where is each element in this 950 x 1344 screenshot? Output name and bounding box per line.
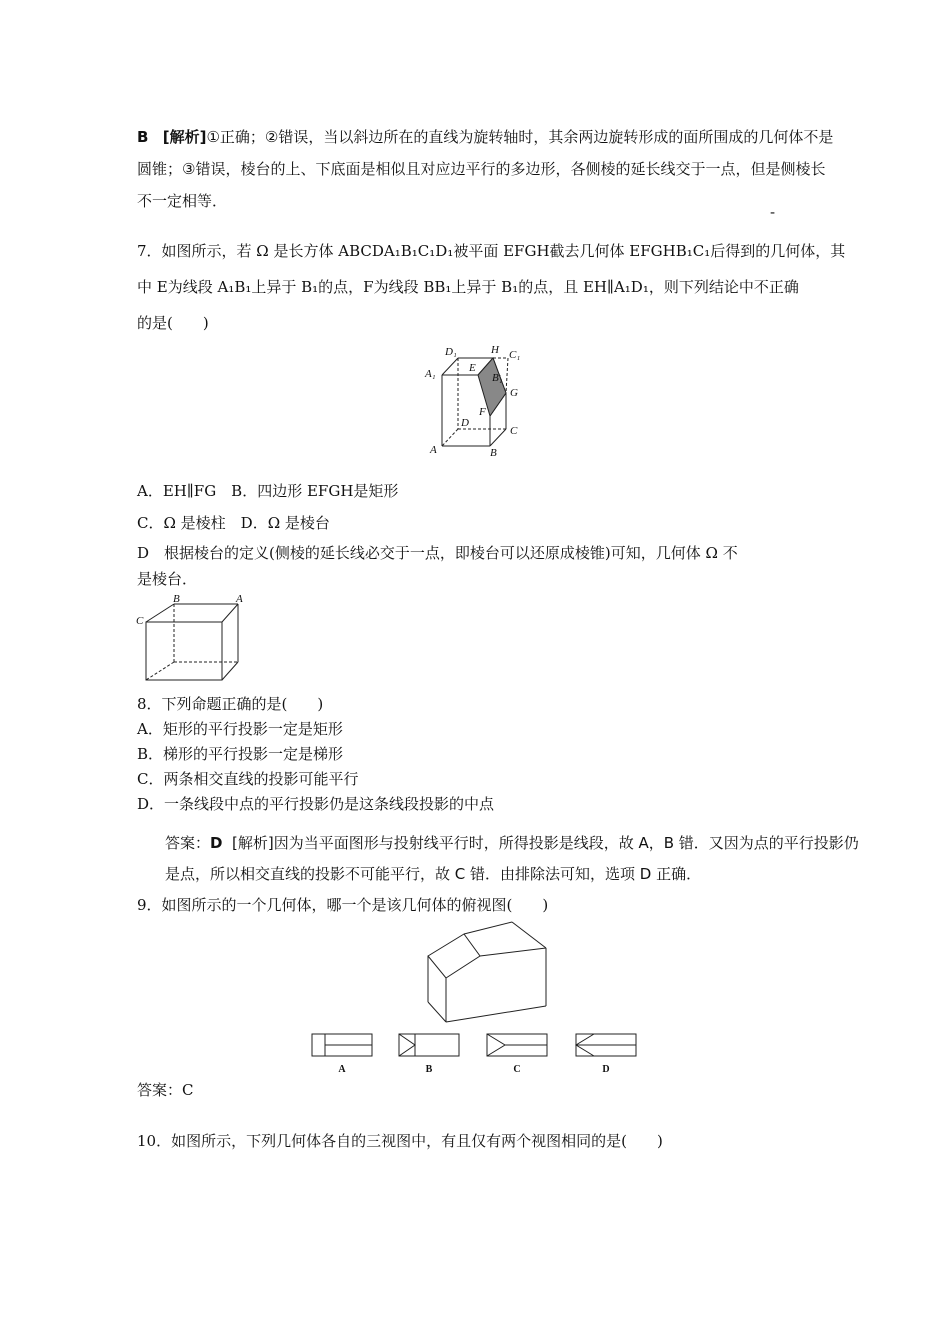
label-b1: B₁ [492, 372, 503, 384]
q7-answer-line-2: 是棱台． [137, 570, 198, 588]
label-f: F [479, 406, 486, 418]
q9-answer: 答案：C [137, 1081, 194, 1099]
q6-answer-line-1 [137, 127, 833, 147]
q7-stem-line-3: 的是( ) [137, 314, 209, 332]
q10-stem: 10．如图所示，下列几何体各自的三视图中，有且仅有两个视图相同的是( ) [137, 1132, 663, 1150]
q6-analysis-tag: [解析] [162, 128, 207, 146]
q7-options-cd: C．Ω 是棱柱 D．Ω 是棱台 [137, 514, 330, 532]
label-a: A [430, 444, 437, 456]
label-c: C [510, 425, 518, 437]
cube-label-b: B [173, 593, 180, 605]
q9-solid-figure [418, 918, 558, 1028]
q7-stem-line-1: 7．如图所示，若 Ω 是长方体 ABCDA₁B₁C₁D₁被平面 EFGH截去几何体 EFGHB₁C₁后得到的几何体，其 [137, 242, 846, 260]
label-b: B [490, 447, 497, 459]
q8-answer-letter: D [210, 834, 223, 852]
q8-option-d: D．一条线段中点的平行投影仍是这条线段投影的中点 [137, 795, 495, 813]
q7-stem-line-2: 中 E为线段 A₁B₁上异于 B₁的点，F为线段 BB₁上异于 B₁的点，且 EH∥A₁D₁，则下列结论中不正确 [137, 278, 799, 296]
q8-option-c: C．两条相交直线的投影可能平行 [137, 770, 359, 788]
cube-label-c: C [136, 615, 144, 627]
label-a1: A₁ [425, 368, 436, 380]
q6-answer-letter: B [137, 128, 149, 146]
choice-label-b: B [425, 1064, 433, 1075]
q8-option-a: A．矩形的平行投影一定是矩形 [137, 720, 343, 738]
label-e: E [469, 362, 476, 374]
q8-answer-text-1: [解析]因为当平面图形与投射线平行时，所得投影是线段，故 A，B 错．又因为点的平行投影仍 [232, 834, 859, 852]
choice-label-d: D [602, 1064, 610, 1075]
q8-answer-line-2: 是点，所以相交直线的投影不可能平行，故 C 错．由排除法可知，选项 D 正确． [165, 865, 702, 883]
q9-stem: 9．如图所示的一个几何体，哪一个是该几何体的俯视图( ) [137, 896, 549, 914]
q8-stem: 8．下列命题正确的是( ) [137, 695, 324, 713]
stray-dash: - [770, 203, 776, 221]
label-h: H [491, 344, 499, 356]
label-d: D [461, 417, 469, 429]
q7-options-ab: A．EH∥FG B．四边形 EFGH是矩形 [137, 482, 399, 500]
choice-label-c: C [513, 1064, 521, 1075]
q6-answer-line-3: 不一定相等． [137, 192, 228, 210]
q7-cuboid-figure [420, 340, 540, 465]
q6-answer-text-1: ①正确；②错误，当以斜边所在的直线为旋转轴时，其余两边旋转形成的面所围成的几何体不是 [206, 128, 834, 146]
label-c1: C₁ [509, 349, 521, 361]
q6-answer-line-2: 圆锥；③错误，棱台的上、下底面是相似且对应边平行的多边形，各侧棱的延长线交于一点，但是侧棱长 [137, 160, 826, 178]
label-g: G [510, 387, 518, 399]
q9-choices-figure [305, 1028, 645, 1078]
label-d1: D₁ [445, 346, 457, 358]
cube-label-a: A [236, 593, 243, 605]
q8-answer-prefix: 答案： [165, 834, 211, 852]
q8-answer-line-1 [165, 833, 859, 853]
q7-answer-line-1: D 根据棱台的定义(侧棱的延长线必交于一点，即棱台可以还原成棱锥)可知，几何体 Ω 不 [137, 544, 738, 562]
choice-label-a: A [338, 1064, 346, 1075]
choice-b-shape [399, 1034, 459, 1056]
cube-figure [130, 590, 250, 685]
q8-option-b: B．梯形的平行投影一定是梯形 [137, 745, 344, 763]
